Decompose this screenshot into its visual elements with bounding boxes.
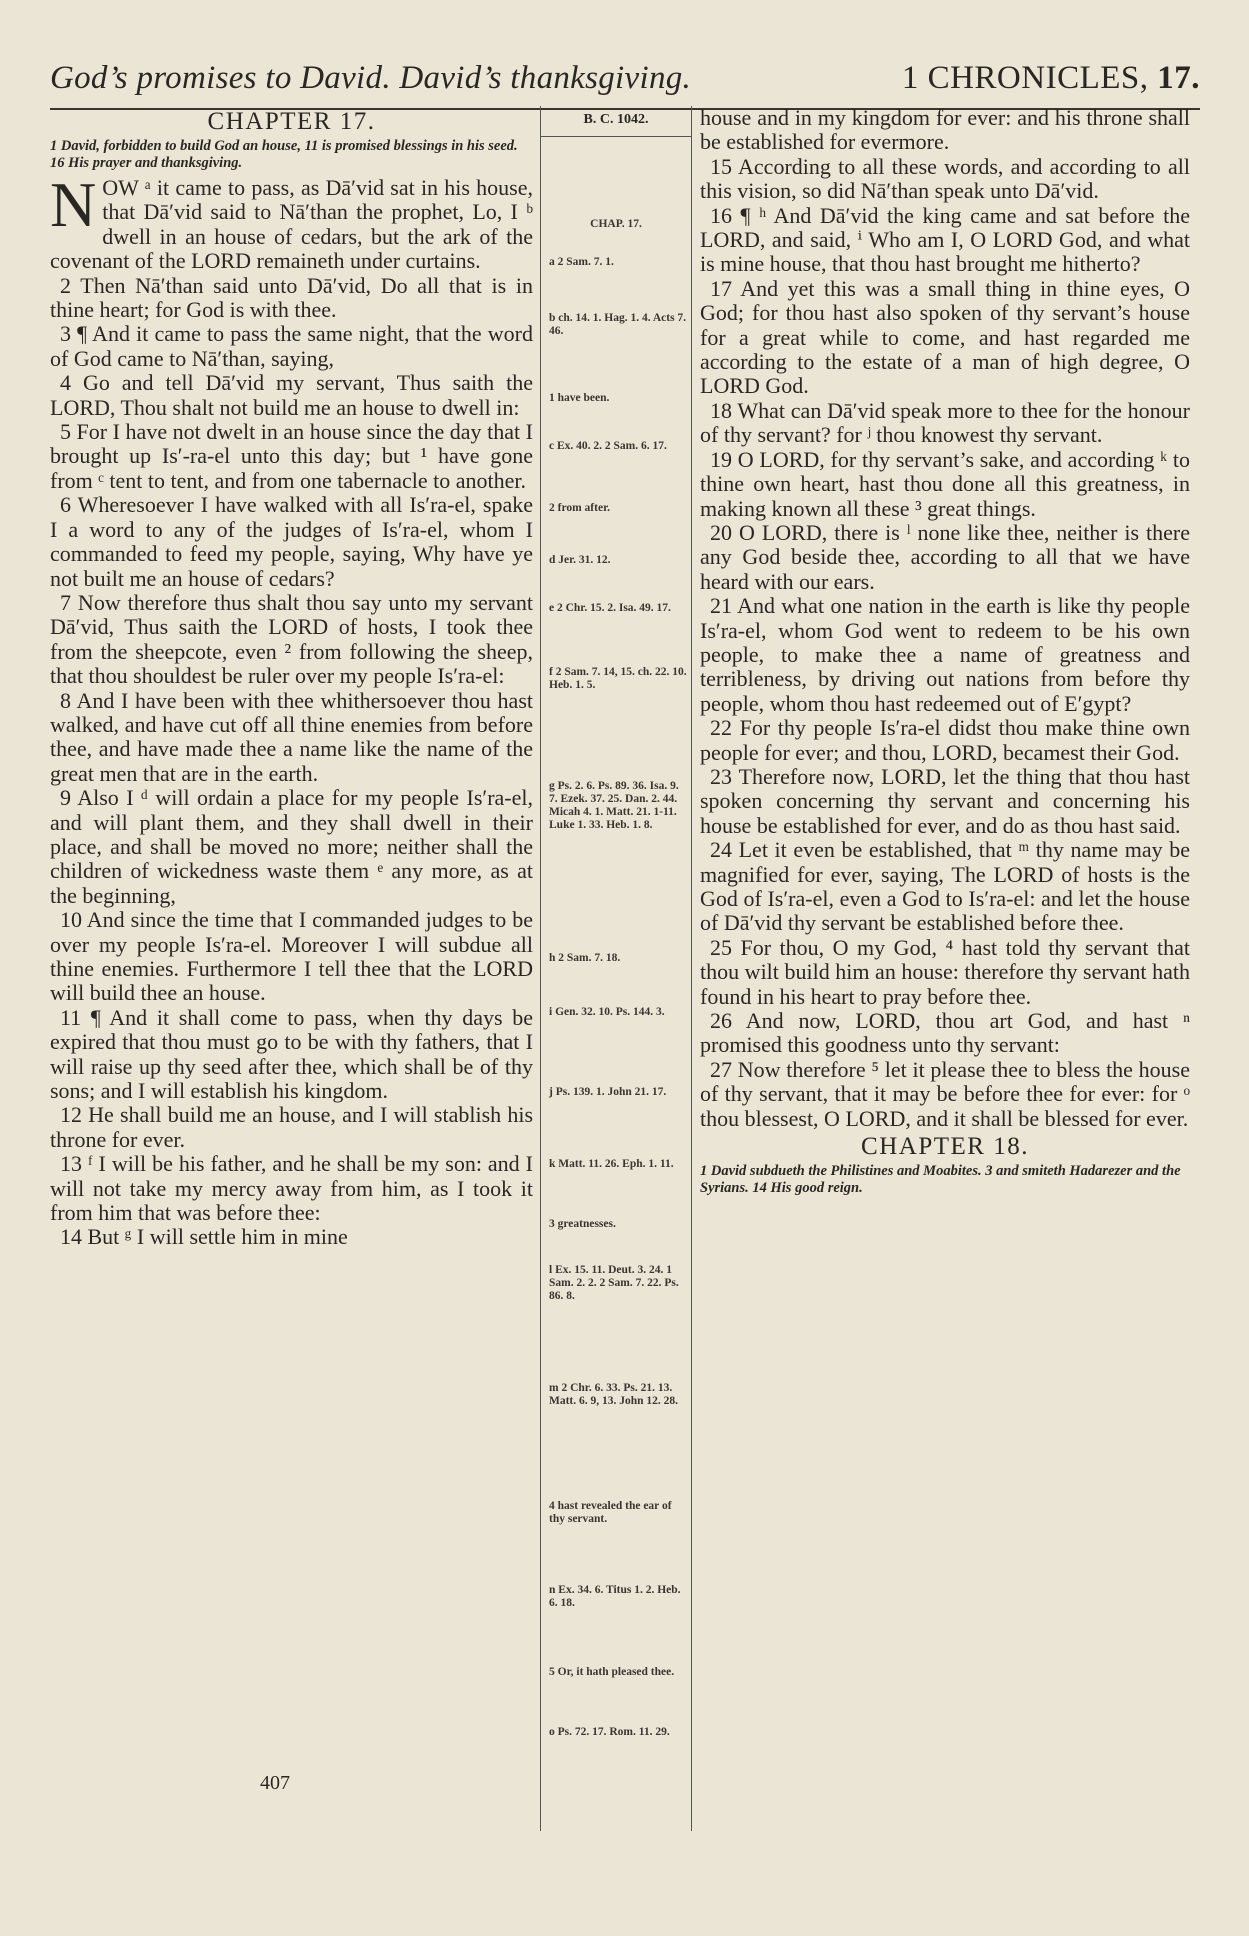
margin-ref-f: f 2 Sam. 7. 14, 15. ch. 22. 10. Heb. 1. 5. — [549, 666, 687, 691]
margin-ref-3: 3 greatnesses. — [549, 1218, 616, 1230]
verse-11: 11 ¶ And it shall come to pass, when thy days be expired that thou must go to be with thy fathers, that I will raise up thy seed after thee, which shall be of thy sons; and I will establish his kingdom. — [50, 1004, 533, 1104]
marginal-references-column — [540, 106, 692, 1831]
verse-8: 8 And I have been with thee whithersoever thou hast walked, and have cut off all thine enemies from before thee, and have made thee a name like the name of the great men that are in the earth. — [50, 687, 533, 786]
verse-10: 10 And since the time that I commanded judges to be over my people Is′ra-el. Moreover I will subdue all thine enemies. Furthermore I tell thee that the LORD will build thee an house. — [50, 907, 533, 1006]
date-label: B. C. 1042. — [541, 106, 691, 137]
margin-ref-b: b ch. 14. 1. Hag. 1. 4. Acts 7. 46. — [549, 312, 687, 337]
verse-25: 25 For thou, O my God, ⁴ hast told thy servant that thou wilt build him an house: therefore thy servant hath found in his heart to pray before thee. — [700, 934, 1190, 1009]
verse-17: 17 And yet this was a small thing in thine eyes, O God; for thou hast also spoken of thy servant’s house for a great while to come, and hast regarded me according to the estate of a man of high degree, O LORD God. — [700, 275, 1190, 399]
chapter-17-summary: 1 David, forbidden to build God an house, 11 is promised blessings in his seed. 16 His prayer and thanksgiving. — [50, 138, 518, 171]
margin-ref-e: e 2 Chr. 15. 2. Isa. 49. 17. — [549, 602, 671, 614]
verse-16: 16 ¶ ʰ And Dā′vid the king came and sat before the LORD, and said, ⁱ Who am I, O LORD God, and what is mine house, that thou hast brought me hitherto? — [700, 202, 1190, 277]
margin-ref-m: m 2 Chr. 6. 33. Ps. 21. 13. Matt. 6. 9, 13. John 12. 28. — [549, 1382, 679, 1407]
verse-23: 23 Therefore now, LORD, let the thing that thou hast spoken concerning thy servant and concerning his house be established for ever, and do as thou hast said. — [700, 763, 1190, 838]
margin-ref-k: k Matt. 11. 26. Eph. 1. 11. — [549, 1158, 674, 1170]
left-text-column — [50, 106, 533, 1250]
chapter-18-summary: 1 David subdueth the Philistines and Moabites. 3 and smiteth Hadarezer and the Syrians. 14 His good reign. — [700, 1163, 1181, 1197]
verse-21: 21 And what one nation in the earth is like thy people Is′ra-el, whom God went to redeem to be his own people, to make thee a name of greatness and terribleness, by driving out nations from before thy people, whom thou hast redeemed out of E′gypt? — [700, 593, 1190, 716]
verse-12: 12 He shall build me an house, and I will stablish his throne for ever. — [50, 1102, 533, 1152]
verse-14-continued: house and in my kingdom for ever: and his throne shall be established for evermore. — [700, 105, 1190, 155]
margin-ref-i: i Gen. 32. 10. Ps. 144. 3. — [549, 1006, 665, 1018]
verse-24: 24 Let it even be established, that ᵐ thy name may be magnified for ever, saying, The LORD of hosts is the God of Is′ra-el, even a God to Is′ra-el: and let the house of Dā′vid thy servant be established before thee. — [700, 837, 1190, 936]
book-name: 1 CHRONICLES, — [901, 60, 1149, 96]
verse-2: 2 Then Nā′than said unto Dā′vid, Do all that is in thine heart; for God is with thee. — [50, 272, 533, 323]
drop-cap: N — [50, 169, 97, 240]
verse-7: 7 Now therefore thus shalt thou say unto my servant Dā′vid, Thus saith the LORD of hosts, I took thee from the sheepcote, even ² from following the sheep, that thou shouldest be ruler over my people Is′ra-el: — [50, 589, 533, 689]
margin-ref-h: h 2 Sam. 7. 18. — [549, 952, 621, 964]
margin-ref-1: 1 have been. — [549, 392, 610, 404]
margin-ref-c: c Ex. 40. 2. 2 Sam. 6. 17. — [549, 440, 667, 452]
margin-ref-n: n Ex. 34. 6. Titus 1. 2. Heb. 6. 18. — [549, 1584, 681, 1609]
verse-18: 18 What can Dā′vid speak more to thee for the honour of thy servant? for ʲ thou knowest thy servant. — [700, 397, 1190, 448]
margin-ref-d: d Jer. 31. 12. — [549, 554, 611, 566]
verse-1-text: OW ᵃ it came to pass, as Dā′vid sat in his house, that Dā′vid said to Nā′than the prophet, Lo, I ᵇ dwell in an house of cedars, but the ark of the covenant of the LORD remaineth under curtains. — [50, 175, 533, 274]
margin-ref-l: l Ex. 15. 11. Deut. 3. 24. 1 Sam. 2. 2. 2 Sam. 7. 22. Ps. 86. 8. — [549, 1264, 679, 1302]
verse-9: 9 Also I ᵈ will ordain a place for my people Is′ra-el, and will plant them, and they shall dwell in their place, and shall be moved no more; neither shall the children of wickedness waste them ᵉ any more, as at the beginning, — [50, 785, 533, 908]
verse-20: 20 O LORD, there is ˡ none like thee, neither is there any God beside thee, according to all that we have heard with our ears. — [700, 519, 1190, 594]
verse-5: 5 For I have not dwelt in an house since the day that I brought up Is′-ra-el unto this day; but ¹ have gone from ᶜ tent to tent, and from one tabernacle to another. — [50, 419, 533, 493]
verse-13: 13 ᶠ I will be his father, and he shall be my son: and I will not take my mercy away from him, as I took it from him that was before thee: — [50, 1151, 533, 1226]
verse-26: 26 And now, LORD, thou art God, and hast ⁿ promised this goodness unto thy servant: — [700, 1008, 1190, 1058]
page-number: 407 — [260, 1772, 290, 1794]
chapter-17-heading: CHAPTER 17. — [207, 108, 376, 135]
verse-14: 14 But ᵍ I will settle him in mine — [60, 1224, 348, 1250]
verse-27: 27 Now therefore ⁵ let it please thee to bless the house of thy servant, that it may be before thee for ever: for ᵒ thou blessest, O LORD, and it shall be blessed for ever. — [700, 1056, 1190, 1131]
margin-ref-j: j Ps. 139. 1. John 21. 17. — [549, 1086, 667, 1098]
margin-chapter-label: CHAP. 17. — [590, 218, 642, 230]
margin-ref-2: 2 from after. — [549, 502, 610, 514]
margin-ref-g: g Ps. 2. 6. Ps. 89. 36. Isa. 9. 7. Ezek. 37. 25. Dan. 2. 44. Micah 4. 1. Matt. 21. 1-11. Luke 1. 33. Heb. 1. 8. — [549, 780, 679, 831]
right-text-column — [700, 106, 1190, 1201]
verse-3: 3 ¶ And it came to pass the same night, that the word of God came to Nā′than, saying, — [50, 321, 533, 371]
verse-15: 15 According to all these words, and according to all this vision, so did Nā′than speak unto Dā′vid. — [700, 153, 1190, 204]
running-head — [50, 56, 1200, 110]
chapter-number: 17. — [1157, 60, 1200, 96]
verse-1 — [50, 169, 533, 274]
margin-ref-a: a 2 Sam. 7. 1. — [549, 256, 614, 268]
verse-19: 19 O LORD, for thy servant’s sake, and according ᵏ to thine own heart, hast thou done all this greatness, in making known all these ³ great things. — [700, 446, 1190, 521]
margin-ref-4: 4 hast revealed the ear of thy servant. — [549, 1500, 672, 1525]
chapter-18-heading: CHAPTER 18. — [861, 1133, 1029, 1161]
running-head-book — [902, 60, 1200, 97]
margin-ref-o: o Ps. 72. 17. Rom. 11. 29. — [549, 1726, 670, 1738]
verse-22: 22 For thy people Is′ra-el didst thou make thine own people for ever; and thou, LORD, becamest their God. — [700, 715, 1190, 765]
margin-ref-5: 5 Or, it hath pleased thee. — [549, 1666, 675, 1678]
running-head-topic: God’s promises to David. David’s thanksgiving. — [50, 60, 692, 96]
verse-6: 6 Wheresoever I have walked with all Is′ra-el, spake I a word to any of the judges of Is′ra-el, whom I commanded to feed my people, saying, Why have ye not built me an house of cedars? — [50, 492, 533, 591]
verse-4: 4 Go and tell Dā′vid my servant, Thus saith the LORD, Thou shalt not build me an house to dwell in: — [50, 370, 533, 420]
